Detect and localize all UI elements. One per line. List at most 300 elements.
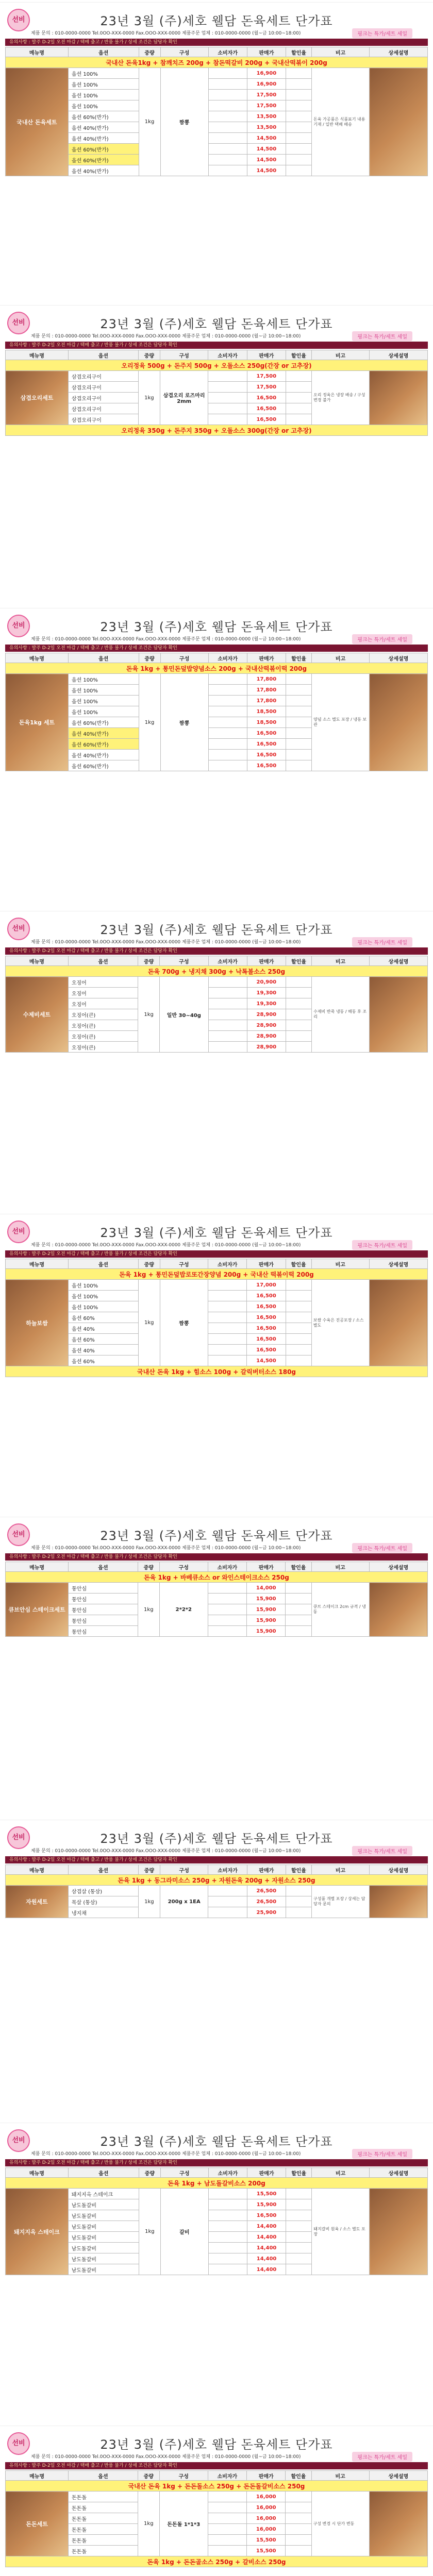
offer-text: 국내산 돈육 1kg + 돈돈돌소스 250g + 돈돈돌갈비소스 250g (6, 2481, 428, 2492)
consumer-price (208, 2513, 246, 2524)
sale-price: 28,900 (247, 1031, 286, 1042)
price-sheet (0, 1517, 433, 1816)
column-header: 판매가 (247, 2471, 286, 2481)
option-cell: 삼겹오리구이 (68, 403, 138, 414)
table-header (6, 956, 428, 966)
consumer-price (208, 696, 247, 706)
option-cell: 돈돈돌 (69, 2492, 138, 2502)
consumer-price (208, 2189, 247, 2199)
sale-price: 17,800 (247, 674, 286, 685)
price-sheet (0, 1820, 433, 2119)
sale-price: 16,500 (247, 739, 286, 750)
weight-cell: 1kg (139, 2189, 160, 2275)
sheet-title: 23년 3월 (주)세호 웰담 돈육세트 단가표 (100, 1832, 333, 1846)
discount-cell (286, 1583, 311, 1594)
sale-price: 15,500 (247, 2189, 286, 2199)
consumer-price (208, 2492, 246, 2502)
brand-logo: 선비 (7, 9, 30, 31)
price-table (5, 1562, 428, 1637)
consumer-price (208, 382, 247, 393)
consumer-price (208, 977, 247, 988)
detail-photo (369, 371, 427, 425)
offer-row (6, 663, 428, 674)
consumer-price (208, 1334, 247, 1345)
detail-photo (369, 2492, 427, 2556)
option-cell: 냉지채 (68, 1907, 138, 1918)
notice-bar: 유의사항 : 발주 D-2일 오전 마감 / 택배 출고 / 반품 불가 / 상세 조건은 담당자 확인 (5, 645, 428, 652)
remark-cell: 구성 변경 시 단가 변동 (311, 2492, 369, 2556)
menu-name: 자원세트 (26, 1899, 48, 1905)
remark-cell: 오리 정육은 냉장 배송 / 구성 변경 불가 (312, 371, 370, 425)
discount-cell (286, 371, 311, 382)
discount-cell (286, 706, 312, 717)
column-header: 판매가 (247, 47, 286, 57)
option-cell: 오징어 (68, 998, 138, 1009)
offer-row (6, 966, 428, 977)
detail-photo (369, 1280, 427, 1366)
option-cell: 옵션 60%(반가) (68, 717, 139, 728)
contact-line: 제품 문의 : 010-0000-0000 Tel.0OO-XXX-0000 Fax.OOO-XXX-0000 제품주문 업체 : 010-0000-0000 (월~금 10:00~18:00) (31, 334, 301, 339)
discount-cell (286, 1031, 311, 1042)
remark-cell: 구성품 개별 포장 / 상세는 담당자 문의 (312, 1886, 370, 1918)
column-header: 구성 (160, 956, 208, 966)
option-cell: 옵션 100% (69, 1301, 139, 1312)
sale-price: 17,800 (247, 685, 286, 696)
table-header (6, 2471, 428, 2481)
consumer-price (208, 111, 247, 122)
column-header: 중량 (139, 47, 160, 57)
consumer-price (208, 2546, 246, 2556)
column-header: 비고 (312, 350, 370, 360)
option-cell: 돼지지옥 스테이크 (68, 2189, 139, 2199)
column-header: 비고 (311, 2471, 369, 2481)
option-cell: 남도돌갈비 (68, 2253, 139, 2264)
remark-cell: 돈육 가공품은 식품표기 내용 기재 / 일반 택배 배송 (312, 68, 370, 176)
consumer-price (208, 2243, 247, 2253)
column-header: 중량 (138, 350, 160, 360)
brand-logo: 선비 (7, 1523, 30, 1546)
option-cell: 옵션 100% (68, 685, 139, 696)
menu-photo (6, 371, 69, 425)
option-cell: 삼겹살 (통삼) (68, 1886, 138, 1896)
category-cell: 돈돈돌 1*1*3 (159, 2492, 208, 2556)
consumer-price (208, 685, 247, 696)
option-cell: 남도돌갈비 (68, 2232, 139, 2243)
column-header: 할인율 (286, 956, 311, 966)
option-cell: 오징어(큰) (68, 1009, 138, 1020)
discount-cell (286, 165, 312, 176)
column-header: 소비자가 (208, 653, 247, 663)
menu-name: 돈육1kg 세트 (19, 719, 55, 726)
detail-photo (369, 977, 427, 1053)
sale-price: 28,900 (247, 1020, 286, 1031)
detail-photo (369, 1886, 427, 1918)
sale-price: 19,300 (247, 988, 286, 998)
discount-cell (286, 393, 311, 403)
table-header (6, 2168, 428, 2178)
consumer-price (208, 393, 247, 403)
weight-cell: 1kg (138, 371, 160, 425)
offer-row (6, 57, 428, 68)
column-header: 옵션 (69, 1562, 138, 1572)
consumer-price (208, 1355, 247, 1366)
sale-price: 17,000 (247, 1280, 286, 1291)
sale-price: 14,500 (247, 165, 286, 176)
price-table (5, 350, 428, 436)
sale-price: 16,500 (247, 750, 286, 760)
menu-photo (6, 2189, 69, 2275)
sale-price: 16,500 (247, 1312, 286, 1323)
discount-cell (286, 382, 311, 393)
column-header: 중량 (138, 956, 160, 966)
discount-cell (286, 1604, 311, 1615)
consumer-price (208, 1907, 247, 1918)
offer-row (6, 1572, 428, 1583)
price-sheet (0, 608, 433, 907)
option-cell: 옵션 100% (68, 90, 139, 100)
discount-cell (286, 717, 312, 728)
offer-text-2: 오리정육 350g + 돈주지 350g + 오돌소스 300g(간장 or 고추장) (6, 425, 428, 436)
weight-cell: 1kg (138, 1583, 159, 1637)
column-header: 판매가 (247, 2168, 286, 2178)
offer-text: 오리정육 500g + 돈주지 500g + 오돌소스 250g(간장 or 고추장) (6, 360, 428, 371)
sale-price: 14,400 (247, 2221, 286, 2232)
table-header (6, 1865, 428, 1875)
sheet-title: 23년 3월 (주)세호 웰담 돈육세트 단가표 (100, 1226, 333, 1240)
price-table (5, 1865, 428, 1918)
consumer-price (208, 1031, 247, 1042)
sale-price: 16,500 (247, 393, 286, 403)
column-header: 할인율 (286, 653, 312, 663)
offer-row-2 (6, 1366, 428, 1377)
column-header: 소비자가 (208, 956, 247, 966)
sale-price: 16,000 (247, 2492, 286, 2502)
consumer-price (208, 403, 247, 414)
column-header: 중량 (138, 2471, 159, 2481)
column-header: 구성 (160, 1865, 208, 1875)
offer-text: 돈육 1kg + 통민돈덮밥양념소스 200g + 국내산떡볶이떡 200g (6, 663, 428, 674)
sale-price: 14,500 (247, 144, 286, 155)
consumer-price (208, 1291, 247, 1301)
discount-cell (286, 2221, 312, 2232)
sale-price: 13,500 (247, 111, 286, 122)
discount-cell (286, 133, 312, 144)
column-header: 소비자가 (208, 2471, 246, 2481)
sale-price: 28,900 (247, 1009, 286, 1020)
column-header: 구성 (159, 1562, 208, 1572)
column-header: 비고 (312, 1865, 370, 1875)
sale-price: 15,900 (247, 1604, 286, 1615)
discount-cell (286, 2243, 312, 2253)
option-cell: 돈돈돌 (69, 2546, 138, 2556)
consumer-price (208, 79, 247, 90)
price-sheet (0, 2426, 433, 2576)
sale-price: 17,800 (247, 696, 286, 706)
table-row (6, 674, 428, 685)
sale-price: 14,400 (247, 2253, 286, 2264)
column-header: 할인율 (286, 1562, 311, 1572)
sale-price: 18,500 (247, 717, 286, 728)
column-header: 구성 (160, 47, 208, 57)
consumer-price (208, 1009, 247, 1020)
column-header: 구성 (160, 1259, 208, 1269)
sale-price: 16,900 (247, 68, 286, 79)
brand-logo: 선비 (7, 1826, 30, 1849)
column-header: 옵션 (69, 2471, 138, 2481)
sale-badge: 핑크는 특가/세트 세일 (352, 634, 412, 644)
column-header: 옵션 (68, 1865, 138, 1875)
column-header: 상세설명 (369, 350, 427, 360)
sheet-title: 23년 3월 (주)세호 웰담 돈육세트 단가표 (100, 2134, 333, 2149)
discount-cell (286, 2189, 312, 2199)
detail-photo (370, 2189, 428, 2275)
sale-price: 15,900 (247, 1615, 286, 1626)
consumer-price (208, 998, 247, 1009)
offer-row-2 (6, 425, 428, 436)
discount-cell (286, 1355, 311, 1366)
discount-cell (286, 739, 312, 750)
option-cell: 옵션 100% (68, 706, 139, 717)
consumer-price (208, 371, 247, 382)
contact-line: 제품 문의 : 010-0000-0000 Tel.0OO-XXX-0000 Fax.OOO-XXX-0000 제품주문 업체 : 010-0000-0000 (월~금 10:00~18:00) (31, 940, 301, 945)
column-header: 소비자가 (208, 1865, 247, 1875)
sheet-title: 23년 3월 (주)세호 웰담 돈육세트 단가표 (100, 620, 333, 634)
notice-bar: 유의사항 : 발주 D-2일 오전 마감 / 택배 출고 / 반품 불가 / 상세 조건은 담당자 확인 (5, 947, 428, 955)
sale-price: 16,500 (247, 1291, 286, 1301)
column-header: 비고 (312, 47, 370, 57)
option-cell: 남도돌갈비 (68, 2221, 139, 2232)
offer-row (6, 2481, 428, 2492)
sale-price: 16,500 (247, 2210, 286, 2221)
consumer-price (208, 2524, 246, 2535)
table-header (6, 1259, 428, 1269)
option-cell: 옵션 60% (69, 1312, 139, 1323)
price-sheet (0, 911, 433, 1210)
discount-cell (286, 403, 311, 414)
sheet-title: 23년 3월 (주)세호 웰담 돈육세트 단가표 (100, 2437, 333, 2452)
consumer-price (208, 1886, 247, 1896)
price-table (5, 653, 428, 771)
option-cell: 옵션 40% (69, 1345, 139, 1355)
consumer-price (208, 2221, 247, 2232)
discount-cell (286, 2513, 311, 2524)
offer-text: 국내산 돈육1kg + 참깨치즈 200g + 참돈떡갈비 200g + 국내산떡볶이 200g (6, 57, 428, 68)
consumer-price (208, 2502, 246, 2513)
discount-cell (286, 988, 311, 998)
discount-cell (286, 998, 311, 1009)
option-cell: 돈돈돌 (69, 2535, 138, 2546)
column-header: 메뉴명 (6, 1562, 69, 1572)
column-header: 옵션 (68, 956, 138, 966)
discount-cell (286, 2199, 312, 2210)
column-header: 소비자가 (208, 1259, 247, 1269)
discount-cell (286, 1280, 311, 1291)
brand-logo: 선비 (7, 1221, 30, 1243)
detail-photo (370, 674, 428, 771)
column-header: 비고 (312, 956, 370, 966)
column-header: 판매가 (247, 653, 286, 663)
discount-cell (286, 674, 312, 685)
menu-name: 돈돈세트 (26, 2520, 48, 2528)
discount-cell (286, 1615, 311, 1626)
contact-line: 제품 문의 : 010-0000-0000 Tel.0OO-XXX-0000 Fax.OOO-XXX-0000 제품주문 업체 : 010-0000-0000 (월~금 10:00~18:00) (31, 637, 301, 642)
table-row (6, 371, 428, 382)
category-cell: 짬뽕 (160, 68, 208, 176)
column-header: 중량 (138, 1562, 159, 1572)
discount-cell (286, 1323, 311, 1334)
column-header: 상세설명 (369, 1259, 427, 1269)
price-table (5, 956, 428, 1053)
offer-row (6, 360, 428, 371)
sale-badge: 핑크는 특가/세트 세일 (352, 1240, 412, 1250)
table-row (6, 977, 428, 988)
offer-text-2: 국내산 돈육 1kg + 힘소스 100g + 갈릭버터소스 180g (6, 1366, 428, 1377)
column-header: 메뉴명 (6, 1259, 69, 1269)
weight-cell: 1kg (138, 1886, 160, 1918)
column-header: 할인율 (286, 47, 312, 57)
menu-photo (6, 68, 69, 176)
sale-badge: 핑크는 특가/세트 세일 (352, 2452, 412, 2462)
sale-badge: 핑크는 특가/세트 세일 (352, 1846, 412, 1856)
price-sheet (0, 2123, 433, 2421)
option-cell: 옵션 60%(반가) (68, 739, 139, 750)
option-cell: 삼겹오리구이 (68, 382, 138, 393)
sheet-title: 23년 3월 (주)세호 웰담 돈육세트 단가표 (100, 14, 333, 28)
brand-logo: 선비 (7, 615, 30, 637)
column-header: 비고 (312, 653, 370, 663)
sale-price: 14,400 (247, 2264, 286, 2275)
consumer-price (208, 1594, 246, 1604)
option-cell: 오징어(큰) (68, 1020, 138, 1031)
column-header: 할인율 (286, 2168, 312, 2178)
column-header: 옵션 (69, 1259, 139, 1269)
category-cell: 짬뽕 (160, 674, 208, 771)
table-header (6, 653, 428, 663)
column-header: 소비자가 (208, 350, 247, 360)
price-sheet (0, 2, 433, 301)
option-cell: 통안심 (69, 1594, 138, 1604)
notice-bar: 유의사항 : 발주 D-2일 오전 마감 / 택배 출고 / 반품 불가 / 상세 조건은 담당자 확인 (5, 2159, 428, 2166)
detail-photo (369, 1583, 427, 1637)
option-cell: 옵션 100% (68, 696, 139, 706)
column-header: 할인율 (286, 350, 311, 360)
remark-cell: 보쌈 수육은 진공포장 / 소스 별도 (311, 1280, 369, 1366)
discount-cell (286, 1345, 311, 1355)
sale-price: 16,500 (247, 1334, 286, 1345)
discount-cell (286, 696, 312, 706)
sale-price: 17,500 (247, 382, 286, 393)
menu-name: 돼지지옥 스테이크 (13, 2228, 60, 2235)
table-header (6, 350, 428, 360)
sale-price: 15,900 (247, 1626, 286, 1637)
consumer-price (208, 1323, 247, 1334)
option-cell: 통안심 (69, 1583, 138, 1594)
column-header: 메뉴명 (6, 2168, 69, 2178)
sale-price: 16,500 (247, 1345, 286, 1355)
discount-cell (286, 1907, 311, 1918)
discount-cell (286, 1594, 311, 1604)
consumer-price (208, 1583, 246, 1594)
contact-line: 제품 문의 : 010-0000-0000 Tel.0OO-XXX-0000 Fax.OOO-XXX-0000 제품주문 업체 : 010-0000-0000 (월~금 10:00~18:00) (31, 2151, 301, 2157)
discount-cell (286, 68, 312, 79)
menu-photo (6, 2492, 69, 2556)
option-cell: 통안심 (69, 1626, 138, 1637)
option-cell: 옵션 100% (68, 79, 139, 90)
discount-cell (286, 1334, 311, 1345)
sale-price: 16,000 (247, 2524, 286, 2535)
column-header: 판매가 (247, 956, 286, 966)
sale-price: 15,900 (247, 1594, 286, 1604)
consumer-price (208, 988, 247, 998)
column-header: 상세설명 (369, 956, 427, 966)
sale-price: 16,500 (247, 1323, 286, 1334)
notice-bar: 유의사항 : 발주 D-2일 오전 마감 / 택배 출고 / 반품 불가 / 상세 조건은 담당자 확인 (5, 1856, 428, 1863)
detail-photo (370, 68, 428, 176)
column-header: 비고 (311, 1562, 369, 1572)
weight-cell: 1kg (138, 1280, 160, 1366)
notice-bar: 유의사항 : 발주 D-2일 오전 마감 / 택배 출고 / 반품 불가 / 상세 조건은 담당자 확인 (5, 342, 428, 349)
option-cell: 오징어(큰) (68, 1031, 138, 1042)
offer-row (6, 1269, 428, 1280)
consumer-price (208, 144, 247, 155)
brand-logo: 선비 (7, 918, 30, 940)
discount-cell (286, 90, 312, 100)
option-cell: 옵션 60%(반가) (68, 111, 139, 122)
option-cell: 옵션 100% (69, 1280, 139, 1291)
column-header: 소비자가 (208, 1562, 246, 1572)
menu-name: 삼겹오리세트 (20, 395, 54, 401)
column-header: 메뉴명 (6, 2471, 69, 2481)
consumer-price (208, 1604, 246, 1615)
menu-name: 하늘보쌈 (26, 1319, 48, 1327)
contact-line: 제품 문의 : 010-0000-0000 Tel.0OO-XXX-0000 Fax.OOO-XXX-0000 제품주문 업체 : 010-0000-0000 (월~금 10:00~18:00) (31, 1243, 301, 1248)
category-cell: 200g x 1EA (160, 1886, 208, 1918)
column-header: 상세설명 (370, 653, 428, 663)
column-header: 구성 (160, 2168, 208, 2178)
consumer-price (208, 674, 247, 685)
sale-price: 16,500 (247, 414, 286, 425)
discount-cell (286, 1009, 311, 1020)
column-header: 옵션 (68, 350, 138, 360)
price-table (5, 47, 428, 176)
consumer-price (208, 1312, 247, 1323)
column-header: 상세설명 (370, 2168, 428, 2178)
sale-price: 14,500 (247, 1355, 286, 1366)
sale-badge: 핑크는 특가/세트 세일 (352, 937, 412, 947)
discount-cell (286, 2546, 311, 2556)
column-header: 옵션 (68, 653, 139, 663)
consumer-price (208, 2264, 247, 2275)
column-header: 판매가 (247, 1259, 286, 1269)
column-header: 옵션 (68, 47, 139, 57)
discount-cell (286, 977, 311, 988)
discount-cell (286, 1301, 311, 1312)
option-cell: 옵션 60%(반가) (68, 144, 139, 155)
sheet-title: 23년 3월 (주)세호 웰담 돈육세트 단가표 (100, 923, 333, 937)
column-header: 할인율 (286, 1865, 311, 1875)
sale-price: 13,500 (247, 122, 286, 133)
sale-price: 17,500 (247, 100, 286, 111)
contact-line: 제품 문의 : 010-0000-0000 Tel.0OO-XXX-0000 Fax.OOO-XXX-0000 제품주문 업체 : 010-0000-0000 (월~금 10:00~18:00) (31, 1849, 301, 1854)
sale-badge: 핑크는 특가/세트 세일 (352, 28, 412, 38)
option-cell: 오징어 (68, 977, 138, 988)
option-cell: 옵션 100% (68, 68, 139, 79)
sale-price: 17,500 (247, 90, 286, 100)
table-header (6, 1562, 428, 1572)
column-header: 비고 (311, 1259, 369, 1269)
column-header: 상세설명 (370, 47, 428, 57)
contact-line: 제품 문의 : 010-0000-0000 Tel.0OO-XXX-0000 Fax.OOO-XXX-0000 제품주문 업체 : 010-0000-0000 (월~금 10:00~18:00) (31, 2454, 301, 2460)
